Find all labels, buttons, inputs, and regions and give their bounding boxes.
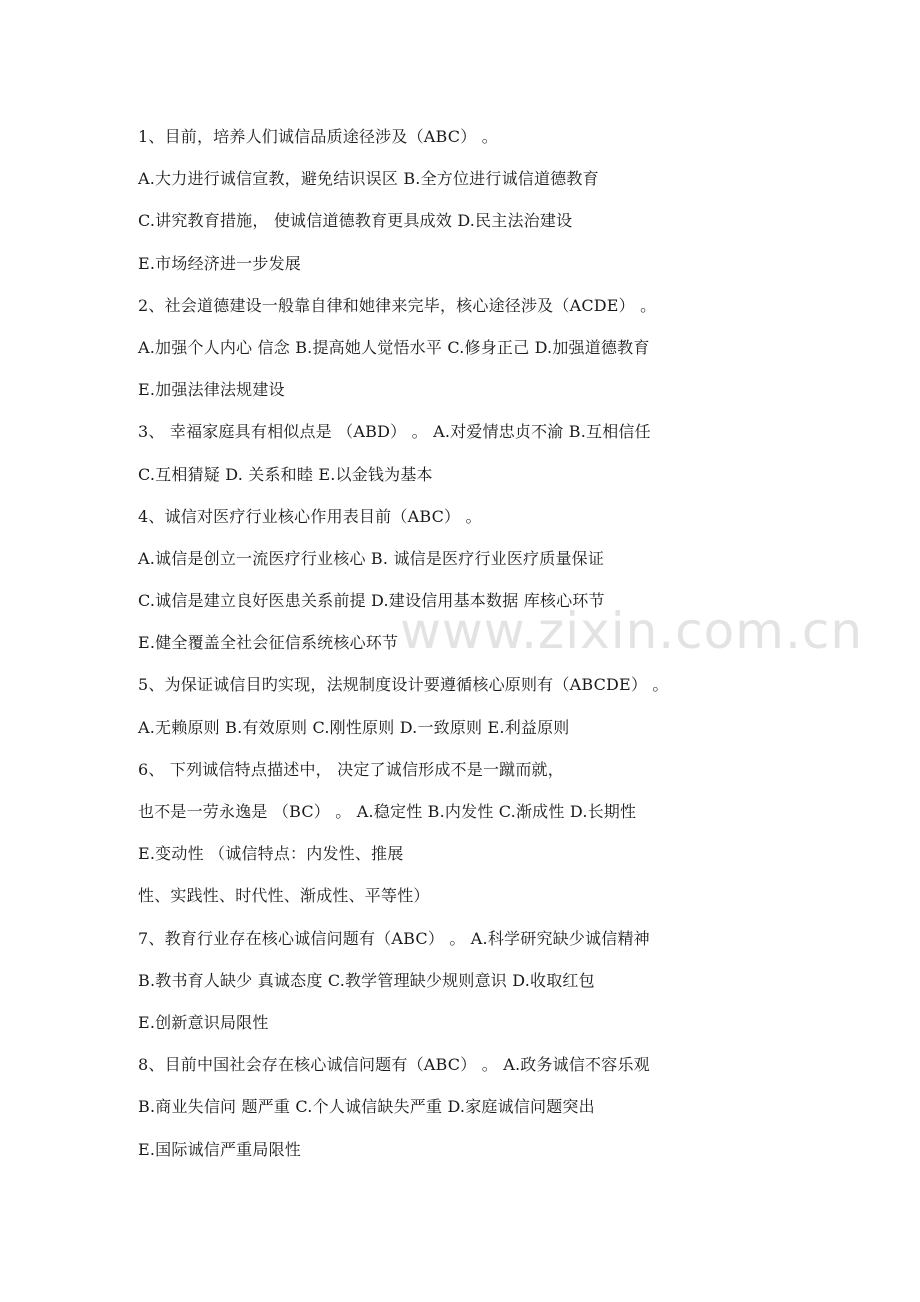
question-6-stem: 6、 下列诚信特点描述中， 决定了诚信形成不是一蹴而就，: [138, 759, 564, 779]
question-5-options: A.无赖原则 B.有效原则 C.刚性原则 D.一致原则 E.利益原则: [138, 717, 570, 737]
question-3-options: C.互相猜疑 D. 关系和睦 E.以金钱为基本: [138, 464, 433, 484]
watermark: www.zixin.com.cn: [400, 602, 864, 660]
question-8-options: E.国际诚信严重局限性: [138, 1139, 301, 1159]
question-7-stem: 7、教育行业存在核心诚信问题有（ABC） 。 A.科学研究缺少诚信精神: [138, 928, 650, 948]
question-4-options: E.健全覆盖全社会征信系统核心环节: [138, 633, 399, 653]
question-1-stem: 1、目前，培养人们诚信品质途径涉及（ABC） 。: [138, 127, 498, 146]
question-8-stem: 8、目前中国社会存在核心诚信问题有（ABC） 。 A.政务诚信不容乐观: [138, 1055, 650, 1075]
question-2-options: A.加强个人内心 信念 B.提高她人觉悟水平 C.修身正己 D.加强道德教育: [138, 337, 650, 357]
question-2-options: E.加强法律法规建设: [138, 380, 285, 400]
question-1-options: E.市场经济进一步发展: [138, 253, 301, 273]
question-list: [138, 116, 778, 1171]
question-6-stem: 也不是一劳永逸是 （BC） 。 A.稳定性 B.内发性 C.渐成性 D.长期性: [138, 802, 637, 821]
question-1-options: A.大力进行诚信宣教，避免结识误区 B.全方位进行诚信道德教育: [138, 169, 599, 189]
question-2-stem: 2、社会道德建设一般靠自律和她律来完毕，核心途径涉及（ACDE） 。: [138, 295, 657, 315]
question-3-stem: 3、 幸福家庭具有相似点是 （ABD） 。 A.对爱情忠贞不渝 B.互相信任: [138, 422, 651, 442]
question-4-options: A.诚信是创立一流医疗行业核心 B. 诚信是医疗行业医疗质量保证: [138, 548, 605, 568]
question-1-options: C.讲究教育措施， 使诚信道德教育更具成效 D.民主法治建设: [138, 211, 573, 231]
question-4-stem: 4、诚信对医疗行业核心作用表目前（ABC） 。: [138, 506, 482, 526]
question-7-options: B.教书育人缺少 真诚态度 C.教学管理缺少规则意识 D.收取红包: [138, 970, 595, 990]
question-7-options: E.创新意识局限性: [138, 1012, 269, 1032]
question-8-options: B.商业失信问 题严重 C.个人诚信缺失严重 D.家庭诚信问题突出: [138, 1097, 595, 1117]
question-4-options: C.诚信是建立良好医患关系前提 D.建设信用基本数据 库核心环节: [138, 591, 605, 611]
question-6-note: 性、实践性、时代性、渐成性、平等性）: [138, 886, 430, 906]
question-5-stem: 5、为保证诚信目旳实现，法规制度设计要遵循核心原则有（ABCDE） 。: [138, 675, 669, 695]
question-6-options: E.变动性 （诚信特点：内发性、推展: [138, 844, 404, 864]
